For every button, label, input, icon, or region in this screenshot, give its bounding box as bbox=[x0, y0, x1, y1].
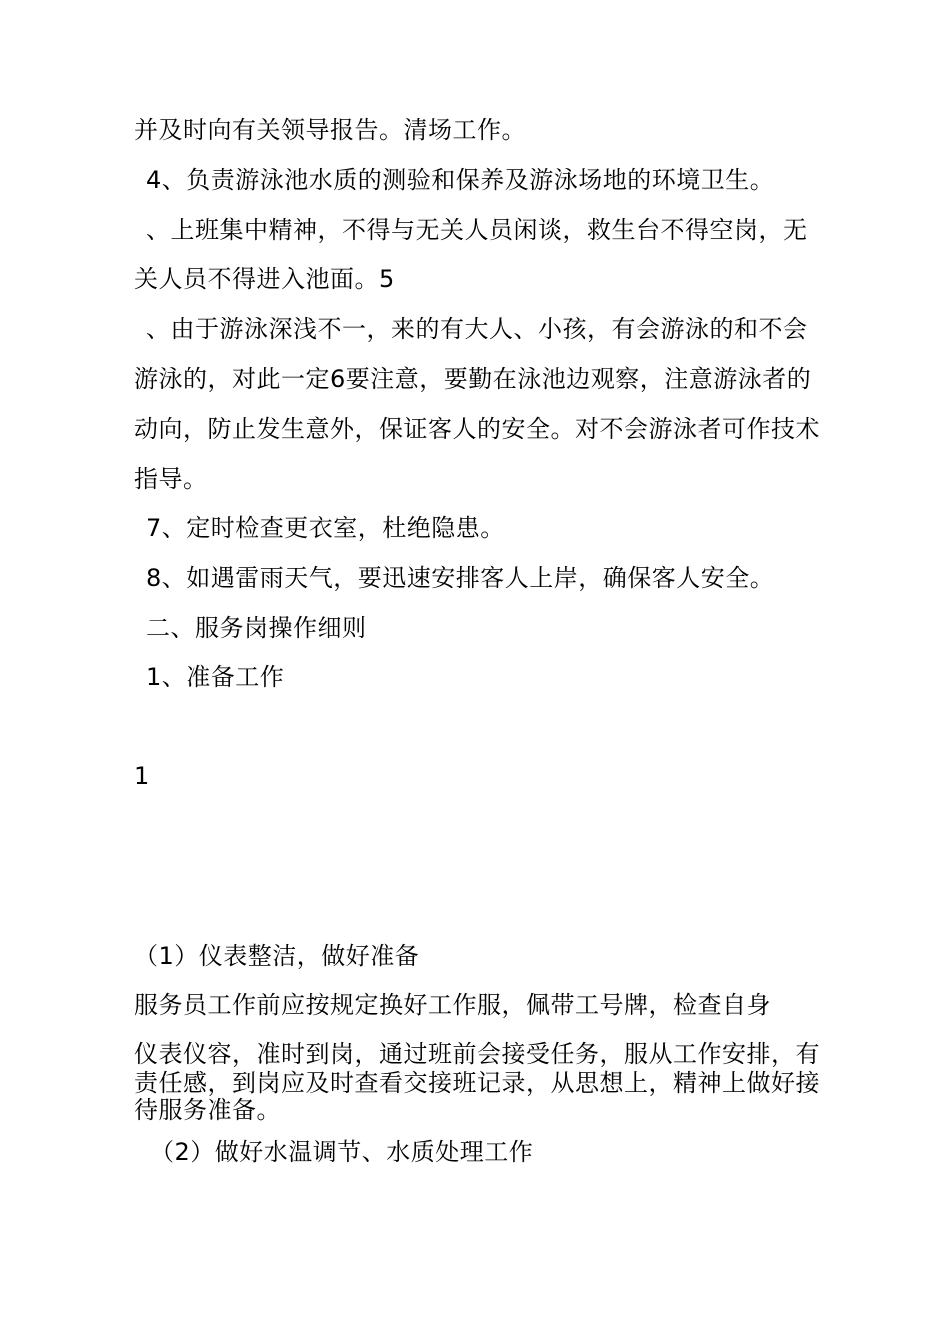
text-line: 服务员工作前应按规定换好工作服，佩带工号牌，检查自身 bbox=[134, 991, 771, 1019]
text-line: 指导。 bbox=[134, 465, 208, 493]
text-line: 7、定时检查更衣室，杜绝隐患。 bbox=[146, 514, 505, 542]
text-line: 关人员不得进入池面。5 bbox=[134, 265, 395, 293]
text-line: 、上班集中精神，不得与无关人员闲谈，救生台不得空岗，无 bbox=[146, 216, 808, 244]
item-heading: （1）仪表整洁，做好准备 bbox=[134, 942, 420, 970]
text-line: 游泳的，对此一定6要注意，要勤在泳池边观察，注意游泳者的 bbox=[134, 365, 812, 393]
text-line: 仪表仪容，准时到岗，通过班前会接受任务，服从工作安排，有 bbox=[134, 1040, 820, 1068]
text-line: 待服务准备。 bbox=[134, 1096, 281, 1124]
text-line: 4、负责游泳池水质的测验和保养及游泳场地的环境卫生。 bbox=[146, 166, 775, 194]
text-line: 并及时向有关领导报告。清场工作。 bbox=[134, 116, 526, 144]
page-number: 1 bbox=[134, 762, 150, 790]
subsection-heading: 1、准备工作 bbox=[146, 663, 285, 691]
text-line: 8、如遇雷雨天气，要迅速安排客人上岸，确保客人安全。 bbox=[146, 564, 775, 592]
text-line: 、由于游泳深浅不一，来的有大人、小孩，有会游泳的和不会 bbox=[146, 315, 808, 343]
text-line: 动向，防止发生意外，保证客人的安全。对不会游泳者可作技术 bbox=[134, 415, 820, 443]
item-heading: （2）做好水温调节、水质处理工作 bbox=[150, 1138, 534, 1166]
text-line: 责任感，到岗应及时查看交接班记录，从思想上，精神上做好接 bbox=[134, 1069, 820, 1097]
section-heading: 二、服务岗操作细则 bbox=[146, 614, 367, 642]
